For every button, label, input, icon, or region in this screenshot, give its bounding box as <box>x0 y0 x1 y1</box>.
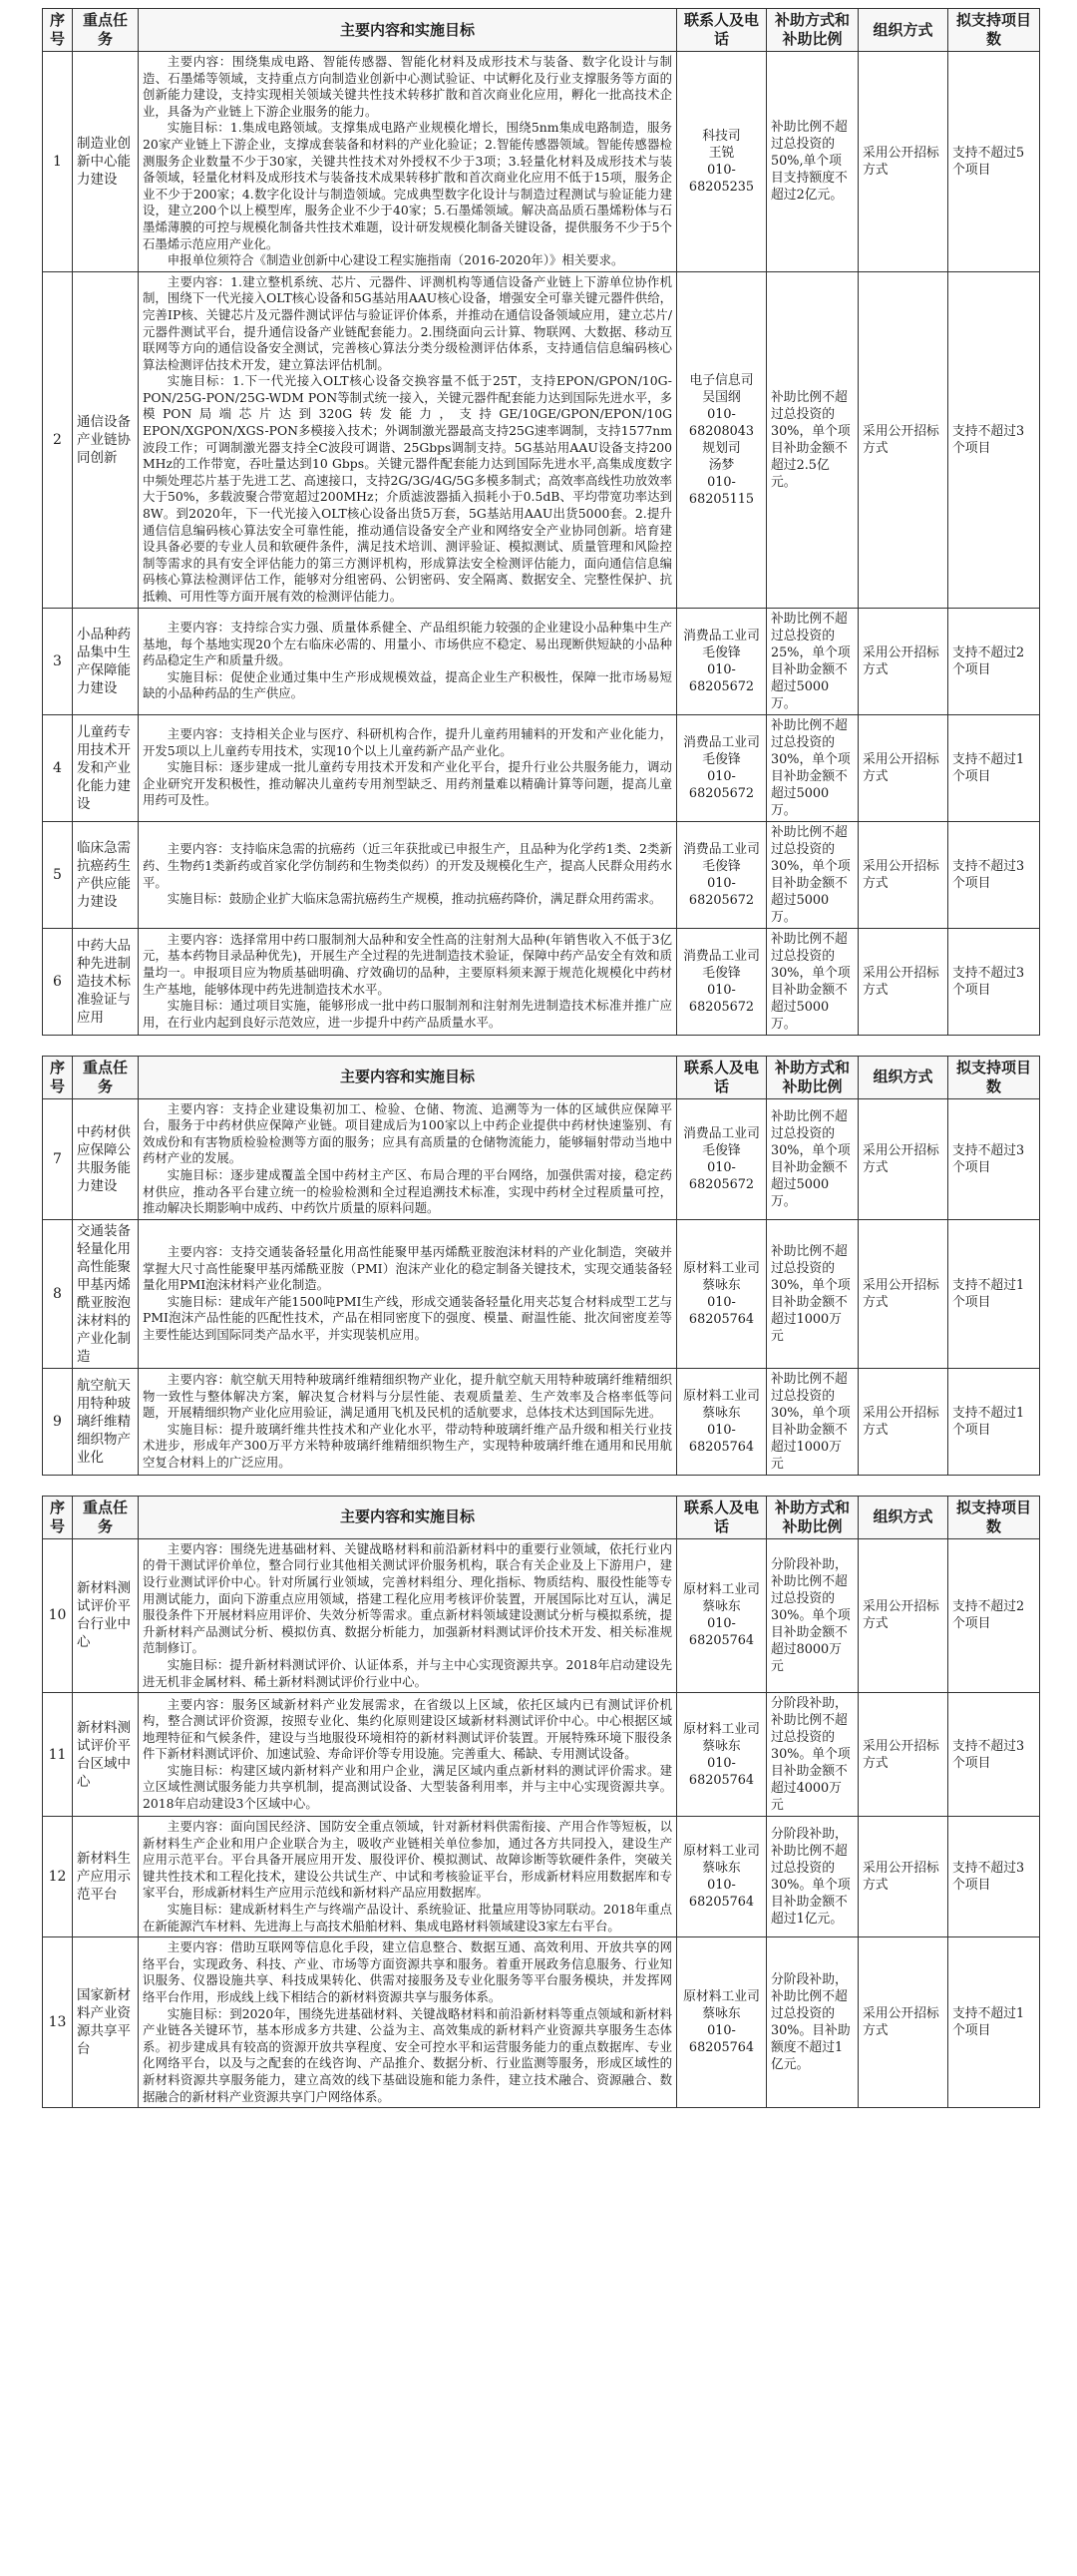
contact-line: 原材料工业司 <box>683 1721 760 1737</box>
contact-line: 010-68205672 <box>688 661 755 694</box>
subsidy-method: 补助比例不超过总投资的30%，单个项目补助金额不超过1000万元 <box>767 1219 859 1368</box>
task-name: 新材料测试评价平台区域中心 <box>73 1693 139 1817</box>
content-paragraph: 实施目标：促使企业通过集中生产形成规模效益，提高企业生产积极性，保障一批市场易短缺的小品种药品的生产供应。 <box>143 668 672 701</box>
subsidy-method: 补助比例不超过总投资的30%，单个项目补助金额不超过5000万。 <box>767 821 859 928</box>
contact-info <box>677 271 767 608</box>
contact-line: 蔡咏东 <box>702 1861 741 1877</box>
contact-line: 010-68205764 <box>688 1422 755 1455</box>
subsidy-method: 补助比例不超过总投资的30%，单个项目补助金额不超过1000万元 <box>767 1368 859 1475</box>
contact-line: 010-68205672 <box>688 875 755 908</box>
content-paragraph: 主要内容：支持交通装备轻量化用高性能聚甲基丙烯酰亚胺泡沫材料的产业化制造，突破并掌握大尺寸高性能聚甲基丙烯酰亚胺（PMI）泡沫产业化的稳定制备关键技术，实现交通装备轻量化用PMI泡沫材料产业化制造。 <box>143 1243 672 1293</box>
header-org: 组织方式 <box>859 1056 948 1098</box>
table-row <box>43 271 1040 608</box>
content-paragraph: 主要内容：服务区域新材料产业发展需求，在省级以上区域，依托区域内已有测试评价机构，整合测试评价资源，按照专业化、集约化原则建设区域新材料测试评价中心。中心根据区域地理特征和气候条件，建设与当地服役环境相符的新材料测试评价装置。开展特殊环境下服役条件下新材料测试评价、加速试验、寿命评价等专用设施。完善重大、稀缺、专用测试设备。 <box>143 1696 672 1762</box>
task-name: 航空航天用特种玻璃纤维精细织物产业化 <box>73 1368 139 1475</box>
header-no: 序号 <box>43 9 73 52</box>
content-paragraph: 主要内容：支持临床急需的抗癌药（近三年获批或已申报生产，且品种为化学药1类、2类新药、生物药1类新药或首家化学仿制药和生物类似药）的开发及规模化生产，提高人民群众用药水平。 <box>143 841 672 890</box>
subsidy-method: 补助比例不超过总投资的25%，单个项目补助金额不超过5000万。 <box>767 608 859 714</box>
contact-line: 吴国纲 <box>702 389 741 405</box>
header-subsidy: 补助方式和补助比例 <box>767 1056 859 1098</box>
table-row <box>43 1098 1040 1219</box>
content-paragraph: 主要内容：选择常用中药口服制剂大品种和安全性高的注射剂大品种(年销售收入不低于3亿元，基本药物目录品种优先)，开展生产全过程的先进制造技术验证，保障中药产品安全有效和质量均一。申报项目应为物质基础明确、疗效确切的品种，主要原料须来源于规范化规模化中药材生产基地，能够体现中药先进制造技术水平。 <box>143 931 672 997</box>
table-row <box>43 1219 1040 1368</box>
table-row <box>43 52 1040 272</box>
row-number: 4 <box>43 714 73 821</box>
content-paragraph: 实施目标：1.集成电路领域。支撑集成电路产业规模化增长，围绕5nm集成电路制造，服务20家产业链上下游企业，支撑成套装备和材料的产业化验证；2.智能传感器领域。智能传感器检测服务企业数量不少于30家，关键共性技术对外授权不少于3项；3.轻量化材料及成形技术与装备领域，轻量化材料及成形技术与装备技术成果转移扩散和首次商业化应用不低于15项，服务企业不少于200家；4.数字化设计与制造领域。完成典型数字化设计与制造过程测试与验证能力建设，建立200个以上模型库，服务企业不少于40家；5.石墨烯领域。解决高品质石墨烯粉体与石墨烯薄膜的可控与规模化制备共性技术难题，设计研发规模化制备关键设备，提供服务不少于5个石墨烯示范应用产业化。 <box>143 120 672 251</box>
contact-line: 010-68205115 <box>688 474 755 507</box>
contact-line: 王锐 <box>708 145 735 161</box>
contact-line: 蔡咏东 <box>702 1738 741 1754</box>
content-paragraph: 主要内容：支持综合实力强、质量体系健全、产品组织能力较强的企业建设小品种集中生产基地，每个基地实现20个左右临床必需的、用量小、市场供应不稳定、易出现断供短缺的小品种药品稳定生产和质量升级。 <box>143 620 672 668</box>
content-paragraph: 主要内容：1.建立整机系统、芯片、元器件、评测机构等通信设备产业链上下游单位协作机制，围绕下一代光接入OLT核心设备和5G基站用AAU核心设备，增强安全可靠关键元器件供给，完善IP核、关键芯片及元器件测试评估与验证评价体系，并推动在通信设备领域应用，建立芯片/元器件测试平台，提升通信设备产业链配套能力。2.围绕面向云计算、物联网、大数据、移动互联网等方向的通信设备安全测试，完善核心算法分类分级检测评估体系，支持通信信息编码核心算法检测评估技术开发，建立算法评估机制。 <box>143 273 672 372</box>
project-count: 支持不超过5个项目 <box>948 52 1040 272</box>
contact-info <box>677 608 767 714</box>
content-paragraph: 实施目标：构建区域内新材料产业和用户企业，满足区域内重点新材料的测试评价需求。建立区域性测试服务能力共享机制，提高测试设备、大型装备利用率，并与主中心实现资源共享。2018年启动建设3个区域中心。 <box>143 1762 672 1812</box>
header-contact: 联系人及电话 <box>677 1056 767 1098</box>
task-content <box>139 714 677 821</box>
organization-method: 采用公开招标方式 <box>859 714 948 821</box>
row-number: 10 <box>43 1538 73 1692</box>
contact-line: 010-68205235 <box>688 162 755 195</box>
contact-line: 毛俊锋 <box>702 644 741 660</box>
task-name: 通信设备产业链协同创新 <box>73 271 139 608</box>
task-content <box>139 1817 677 1937</box>
content-paragraph: 实施目标：到2020年，围绕先进基础材料、关键战略材料和前沿新材料等重点领域和新材料产业链各关键环节，基本形成多方共建、公益为主、高效集成的新材料产业资源共享服务生态体系。初步建成具有较高的资源开放共享程度、安全可控水平和运营服务能力的重点数据库、专业化网络平台，以及与之配套的在线咨询、产品推介、数据分析、行业监测等服务，形成区域性的新材料资源共享服务能力，建立高效的线下基础设施和能力条件，建立技术融合、资源融合、数据融合的新材料产业资源共享门户网络体系。 <box>143 2005 672 2104</box>
contact-line: 010-68205764 <box>688 1755 755 1788</box>
content-paragraph: 实施目标：建成年产能1500吨PMI生产线，形成交通装备轻量化用夹芯复合材料成型工艺与PMI泡沫产品性能的匹配性技术，产品在相同密度下的强度、模量、耐温性能、批次间密度差等主要性能达到国际同类产品水平，并实现装机应用。 <box>143 1293 672 1342</box>
table-section-2 <box>42 1056 1039 1476</box>
subsidy-method: 补助比例不超过总投资的30%，单个项目补助金额不超过5000万。 <box>767 714 859 821</box>
row-number: 1 <box>43 52 73 272</box>
contact-line: 消费品工业司 <box>683 628 760 644</box>
contact-info <box>677 1098 767 1219</box>
table-section-1 <box>42 8 1039 1036</box>
content-paragraph: 申报单位须符合《制造业创新中心建设工程实施指南（2016-2020年）》相关要求。 <box>167 252 624 268</box>
contact-info <box>677 52 767 272</box>
subsidy-method: 分阶段补助，补助比例不超过总投资的30%。目补助额度不超过1亿元。 <box>767 1937 859 2108</box>
row-number: 6 <box>43 928 73 1035</box>
task-name: 交通装备轻量化用高性能聚甲基丙烯酰亚胺泡沫材料的产业化制造 <box>73 1219 139 1368</box>
subsidy-method: 分阶段补助，补助比例不超过总投资的30%。单个项目补助金额不超过1亿元。 <box>767 1817 859 1937</box>
content-paragraph: 实施目标：逐步建成覆盖全国中药材主产区、布局合理的平台网络，加强供需对接，稳定药材供应，推动各平台建立统一的检验检测和全过程追溯技术标准，实现中药材全过程质量可控，推动解决长期影响中成药、中药饮片质量的原料问题。 <box>143 1166 672 1216</box>
content-paragraph: 主要内容：围绕集成电路、智能传感器、智能化材料及成形技术与装备、数字化设计与制造、石墨烯等领域，支持重点方向制造业创新中心测试验证、中试孵化及行业支撑服务等方面的创新能力建设，支持实现相关领域关键共性技术转移扩散和首次商业化应用，孵化一批高技术企业，具备为产业链上下游企业服务的能力。 <box>143 54 672 119</box>
project-count: 支持不超过1个项目 <box>948 1937 1040 2108</box>
row-number: 12 <box>43 1817 73 1937</box>
table-row <box>43 821 1040 928</box>
contact-info <box>677 1219 767 1368</box>
task-name: 中药材供应保障公共服务能力建设 <box>73 1098 139 1219</box>
project-count: 支持不超过3个项目 <box>948 928 1040 1035</box>
table-section-3 <box>42 1496 1039 2108</box>
task-table-3 <box>42 1496 1040 2108</box>
subsidy-method: 补助比例不超过总投资的30%，单个项目补助金额不超过5000万。 <box>767 1098 859 1219</box>
task-content <box>139 1693 677 1817</box>
content-paragraph: 主要内容：围绕先进基础材料、关键战略材料和前沿新材料中的重要行业领域，依托行业内的骨干测试评价单位，整合同行业其他相关测试评价服务机构，联合有关企业及上下游用户，建设行业测试评价中心。针对所属行业领域，完善材料组分、理化指标、物质结构、服役性能等专用测试能力，面向下游重点应用领域，搭建工程化应用考核评价装置，开展国际比对互认，满足服役条件下开展材料应用评价、失效分析等需求。重点新材料领域建设测试分析与模拟系统，提升新材料产品测试分析、模拟仿真、数据分析能力，加强新材料测试评价技术开发、相关标准规范制修订。 <box>143 1540 672 1656</box>
organization-method: 采用公开招标方式 <box>859 928 948 1035</box>
header-task: 重点任务 <box>73 1496 139 1538</box>
task-table-1 <box>42 8 1040 1036</box>
contact-line: 010-68205764 <box>688 1294 755 1327</box>
subsidy-method: 补助比例不超过总投资的30%，单个项目补助金额不超过5000万。 <box>767 928 859 1035</box>
task-content <box>139 271 677 608</box>
table-row <box>43 928 1040 1035</box>
contact-line: 原材料工业司 <box>683 1844 760 1860</box>
task-content <box>139 1368 677 1475</box>
header-contact: 联系人及电话 <box>677 9 767 52</box>
contact-line: 原材料工业司 <box>683 1582 760 1598</box>
header-row <box>43 9 1040 52</box>
row-number: 7 <box>43 1098 73 1219</box>
task-name: 国家新材料产业资源共享平台 <box>73 1937 139 2108</box>
contact-info <box>677 1538 767 1692</box>
task-name: 新材料生产应用示范平台 <box>73 1817 139 1937</box>
contact-line: 010-68205764 <box>688 1878 755 1911</box>
task-name: 临床急需抗癌药生产供应能力建设 <box>73 821 139 928</box>
header-row <box>43 1496 1040 1538</box>
project-count: 支持不超过3个项目 <box>948 1693 1040 1817</box>
header-org: 组织方式 <box>859 9 948 52</box>
content-paragraph: 实施目标：1.下一代光接入OLT核心设备交换容量不低于25T，支持EPON/GPON/10G-PON/25G-PON/25G-WDM PON等制式统一接入，关键元器件配套能力达到国际先进水平，多模PON局端芯片达到320G转发能力，支持GE/10GE/GPON/EPON/10G EPON/XGPON/XGS-PON多模接入技术；外调制激光器最高支持25G速率调制，支持1577nm波段工作；可调制激光器支持全C波段可调谐、25Gbps调制支持。5G基站用AAU设备支持200 MHz的工作带宽，吞吐量达到10 Gbps。关键元器件配套能力达到国际先进水平,高集成度数字中频处理芯片基于先进工艺、高速接口，支持2G/3G/4G/5G多模多制式；高效率高线性功放效率大于50%，多载波聚合带宽超过200MHz；介质滤波器插入损耗小于0.5dB、平均带宽功率达到8W。到2020年，下一代光接入OLT核心设备出货5万套，5G基站用AAU出货5000套。2.提升通信信息编码核心算法安全可靠性能，推动通信设备安全产业和网络安全产业协同创新。培育建设具备必要的专业人员和软硬件条件，满足技术培训、测评验证、模拟测试、质量管理和风险控制等需求的具有安全评估能力的第三方测评机构，形成算法安全检测评估能力，面向通信信息编码核心算法检测评估工作，能够对分组密码、公钥密码、安全隔离、数据安全、完整性保护、抗抵赖、可用性等方面开展有效的检测评估能力。 <box>143 373 672 604</box>
table-row <box>43 608 1040 714</box>
task-name: 小品种药品集中生产保障能力建设 <box>73 608 139 714</box>
header-row <box>43 1056 1040 1098</box>
organization-method: 采用公开招标方式 <box>859 1817 948 1937</box>
contact-line: 原材料工业司 <box>683 1388 760 1404</box>
subsidy-method: 分阶段补助，补助比例不超过总投资的30%。单个项目补助金额不超过4000万元 <box>767 1693 859 1817</box>
contact-line: 原材料工业司 <box>683 1989 760 2005</box>
contact-line: 原材料工业司 <box>683 1260 760 1276</box>
header-contact: 联系人及电话 <box>677 1496 767 1538</box>
task-name: 新材料测试评价平台行业中心 <box>73 1538 139 1692</box>
table-row <box>43 1817 1040 1937</box>
subsidy-method: 补助比例不超过总投资的30%，单个项目补助金额不超过2.5亿元。 <box>767 271 859 608</box>
table-row <box>43 1693 1040 1817</box>
contact-line: 010-68205764 <box>688 1616 755 1649</box>
contact-line: 蔡咏东 <box>702 1277 741 1293</box>
contact-line: 010-68205672 <box>688 982 755 1015</box>
organization-method: 采用公开招标方式 <box>859 821 948 928</box>
project-count: 支持不超过1个项目 <box>948 1219 1040 1368</box>
organization-method: 采用公开招标方式 <box>859 1368 948 1475</box>
task-content <box>139 928 677 1035</box>
contact-line: 蔡咏东 <box>702 1405 741 1421</box>
task-content <box>139 1098 677 1219</box>
row-number: 13 <box>43 1937 73 2108</box>
contact-info <box>677 821 767 928</box>
header-count: 拟支持项目数 <box>948 1056 1040 1098</box>
subsidy-method: 分阶段补助，补助比例不超过总投资的30%。单个项目补助金额不超过8000万元 <box>767 1538 859 1692</box>
project-count: 支持不超过1个项目 <box>948 714 1040 821</box>
content-paragraph: 实施目标：建成新材料生产与终端产品设计、系统验证、批量应用等协同联动。2018年重点在新能源汽车材料、先进海上与高技术船舶材料、集成电路材料领域建设3家左右平台。 <box>143 1902 672 1933</box>
contact-info <box>677 1937 767 2108</box>
contact-line: 消费品工业司 <box>683 1125 760 1141</box>
task-content <box>139 52 677 272</box>
row-number: 5 <box>43 821 73 928</box>
contact-info <box>677 1693 767 1817</box>
row-number: 9 <box>43 1368 73 1475</box>
subsidy-method: 补助比例不超过总投资的50%,单个项目支持额度不超过2亿元。 <box>767 52 859 272</box>
header-org: 组织方式 <box>859 1496 948 1538</box>
task-content <box>139 1538 677 1692</box>
contact-line: 蔡咏东 <box>702 2006 741 2022</box>
contact-line: 消费品工业司 <box>683 841 760 857</box>
content-paragraph: 实施目标：鼓励企业扩大临床急需抗癌药生产规模，推动抗癌药降价，满足群众用药需求。 <box>167 891 662 907</box>
content-paragraph: 主要内容：支持相关企业与医疗、科研机构合作，提升儿童药用辅料的开发和产业化能力，开发5项以上儿童药专用技术，实现10个以上儿童药新产品产业化。 <box>143 726 672 758</box>
header-task: 重点任务 <box>73 1056 139 1098</box>
header-content: 主要内容和实施目标 <box>139 1056 677 1098</box>
project-count: 支持不超过3个项目 <box>948 1098 1040 1219</box>
header-no: 序号 <box>43 1496 73 1538</box>
content-paragraph: 实施目标：提升新材料测试评价、认证体系，并与主中心实现资源共享。2018年启动建设先进无机非金属材料、稀土新材料测试评价行业中心。 <box>143 1656 672 1689</box>
content-paragraph: 主要内容：面向国民经济、国防安全重点领域，针对新材料供需衔接、产用合作等短板，以新材料生产企业和用户企业联合为主，吸收产业链相关单位参加，通过各方共同投入，建设生产应用示范平台。平台具备开展应用开发、服役评价、模拟测试、故障诊断等软硬件条件，突破关键共性技术和工程化技术，建设公共试生产、中试和考核验证平台，形成新材料应用数据库和专家平台，形成新材料生产应用示范线和新材料产品应用数据库。 <box>143 1819 672 1901</box>
project-count: 支持不超过3个项目 <box>948 1817 1040 1937</box>
project-count: 支持不超过2个项目 <box>948 1538 1040 1692</box>
row-number: 8 <box>43 1219 73 1368</box>
organization-method: 采用公开招标方式 <box>859 1538 948 1692</box>
contact-line: 010-68205672 <box>688 768 755 801</box>
project-count: 支持不超过3个项目 <box>948 271 1040 608</box>
project-count: 支持不超过2个项目 <box>948 608 1040 714</box>
row-number: 11 <box>43 1693 73 1817</box>
organization-method: 采用公开招标方式 <box>859 1098 948 1219</box>
contact-line: 010-68205764 <box>688 2023 755 2056</box>
content-paragraph: 主要内容：支持企业建设集初加工、检验、仓储、物流、追溯等为一体的区域供应保障平台，服务于中药材供应保障产业链。项目建成后为100家以上中药企业提供中药材快速鉴别、有效成份和有害物质检验检测等方面的服务；应具有高质量的仓储物流能力，能够辐射带动当地中药材产业的发展。 <box>143 1100 672 1166</box>
header-count: 拟支持项目数 <box>948 9 1040 52</box>
contact-line: 毛俊锋 <box>702 1142 741 1158</box>
table-row <box>43 1937 1040 2108</box>
row-number: 3 <box>43 608 73 714</box>
header-no: 序号 <box>43 1056 73 1098</box>
organization-method: 采用公开招标方式 <box>859 52 948 272</box>
content-paragraph: 主要内容：借助互联网等信息化手段，建立信息整合、数据互通、高效利用、开放共享的网络平台，实现政务、科技、产业、市场等方面资源共享和服务。着重开展政务信息服务、行业知识服务、仪器设施共享、科技成果转化、供需对接服务及专业化服务等平台服务模块，并发挥网络平台作用，形成线上线下相结合的新材料资源共享与服务体系。 <box>143 1939 672 2005</box>
task-content <box>139 1937 677 2108</box>
contact-line: 汤梦 <box>708 457 735 473</box>
contact-info <box>677 1817 767 1937</box>
task-name: 儿童药专用技术开发和产业化能力建设 <box>73 714 139 821</box>
contact-info <box>677 1368 767 1475</box>
contact-line: 消费品工业司 <box>683 734 760 750</box>
content-paragraph: 实施目标：通过项目实施，能够形成一批中药口服制剂和注射剂先进制造技术标准并推广应用，在行业内起到良好示范效应，进一步提升中药产品质量水平。 <box>143 998 672 1030</box>
contact-line: 010-68205672 <box>688 1159 755 1192</box>
task-table-2 <box>42 1056 1040 1476</box>
contact-line: 010-68208043 <box>688 406 755 439</box>
table-row <box>43 714 1040 821</box>
content-paragraph: 实施目标：提升玻璃纤维共性技术和产业化水平，带动特种玻璃纤维产品升级和相关行业技术进步，形成年产300万平方米特种玻璃纤维精细织物生产，实现特种玻璃纤维在通用和民用航空复合材料上的广泛应用。 <box>143 1421 672 1470</box>
row-number: 2 <box>43 271 73 608</box>
header-subsidy: 补助方式和补助比例 <box>767 1496 859 1538</box>
project-count: 支持不超过3个项目 <box>948 821 1040 928</box>
task-content <box>139 1219 677 1368</box>
content-paragraph: 实施目标：逐步建成一批儿童药专用技术开发和产业化平台，提升行业公共服务能力，调动企业研究开发积极性，推动解决儿童药专用剂型缺乏、用药剂量难以精确计算等问题，提高儿童用药可及性。 <box>143 759 672 808</box>
contact-info <box>677 714 767 821</box>
task-name: 中药大品种先进制造技术标准验证与应用 <box>73 928 139 1035</box>
contact-line: 规划司 <box>702 440 741 456</box>
organization-method: 采用公开招标方式 <box>859 608 948 714</box>
content-paragraph: 主要内容：航空航天用特种玻璃纤维精细织物产业化，提升航空航天用特种玻璃纤维精细织物一致性与整体解决方案，解决复合材料与分层性能、表观质量差、生产效率及合格率低等问题，开展精细织物产业化应用验证，满足通用飞机及民机的适航要求，总体技术达到国际先进。 <box>143 1371 672 1421</box>
contact-line: 科技司 <box>702 128 741 144</box>
contact-info <box>677 928 767 1035</box>
header-content: 主要内容和实施目标 <box>139 1496 677 1538</box>
contact-line: 毛俊锋 <box>702 965 741 981</box>
task-content <box>139 821 677 928</box>
organization-method: 采用公开招标方式 <box>859 1937 948 2108</box>
organization-method: 采用公开招标方式 <box>859 1693 948 1817</box>
table-row <box>43 1368 1040 1475</box>
contact-line: 毛俊锋 <box>702 751 741 767</box>
project-count: 支持不超过1个项目 <box>948 1368 1040 1475</box>
contact-line: 电子信息司 <box>689 372 754 388</box>
organization-method: 采用公开招标方式 <box>859 271 948 608</box>
table-row <box>43 1538 1040 1692</box>
contact-line: 消费品工业司 <box>683 948 760 964</box>
task-name: 制造业创新中心能力建设 <box>73 52 139 272</box>
contact-line: 蔡咏东 <box>702 1599 741 1615</box>
organization-method: 采用公开招标方式 <box>859 1219 948 1368</box>
header-subsidy: 补助方式和补助比例 <box>767 9 859 52</box>
task-content <box>139 608 677 714</box>
header-count: 拟支持项目数 <box>948 1496 1040 1538</box>
contact-line: 毛俊锋 <box>702 858 741 874</box>
header-content: 主要内容和实施目标 <box>139 9 677 52</box>
header-task: 重点任务 <box>73 9 139 52</box>
